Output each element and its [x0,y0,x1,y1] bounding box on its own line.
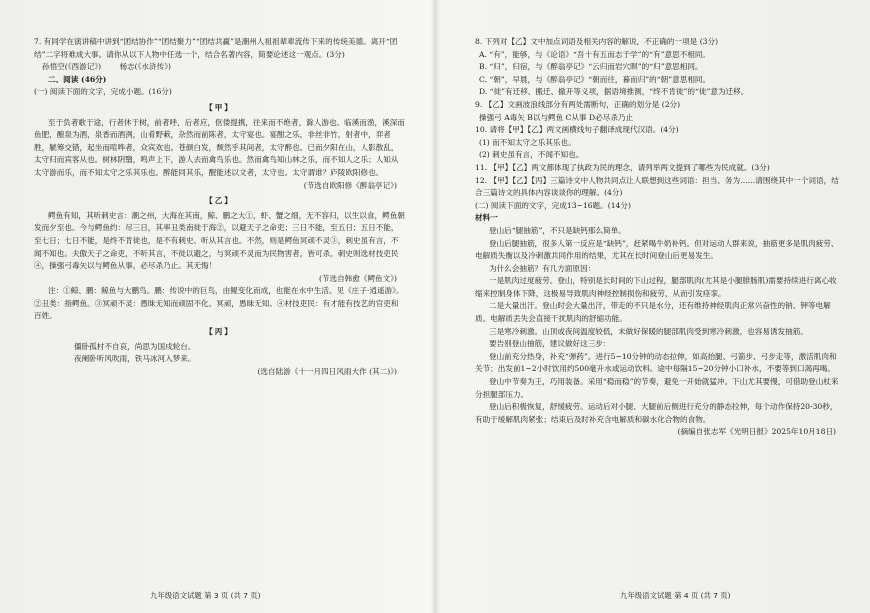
passage-yi-notes: 注：①鲸、鹏：鲸鱼与大鹏鸟。鹏：传说中的巨鸟，由鲲变化而成，也能在水中生活。见《庄子·逍遥游》。②丑类：指鳄鱼。③冥顽不灵：愚昧无知而顽固不化。冥顽，愚昧无知。④材技吏民：有才能有技艺的官吏和百姓。 [34,286,404,321]
material-1-title: 登山后“腿抽筋”，不只是缺钙那么简单。 [489,225,626,235]
material-1-paragraph: 登山后腿抽筋，很多人第一反应是“缺钙”，赶紧喝牛奶补钙。但对运动人群来说，抽筋更多是肌肉疲劳、电解质失衡以及冷刺激共同作用的结果，尤其在长时间登山后更易发生。 [475,238,839,261]
question-7-options: 孙悟空(《西游记》) 杨志(《水浒传》) [42,62,171,72]
passage-yi-text: 鳄鱼有知，其听刺史言：潮之州，大海在其南，鲸、鹏之大①，虾、蟹之细，无不容归，以生以食，鳄鱼朝发而夕至也。今与鳄鱼约：尽三日，其率丑类南徙于海②，以避天子之命吏；三日不能，至五日；五日不能，至七日；七日不能，是终不肯徙也，是不有刺史、听从其言也。不然，则是鳄鱼冥顽不灵③，刺史虽有言，不闻不知也。夫傲天子之命吏，不听其言，不徙以避之，与冥顽不灵而为民物害者，皆可杀。刺史则选材技吏民④，操强弓毒矢以与鳄鱼从事，必尽杀乃止。其无悔！ [34,210,405,271]
material-1-heading: 材料一 [475,213,498,223]
material-1-paragraph: 登山前充分热身，补充“弹药”。进行5~10分钟的动态拉伸，如高抬腿、弓箭步、弓步走等，激活肌肉和关节；出发前1~2小时饮用约500毫升水或运动饮料。途中每隔15~20分钟小口补水，不要等到口渴再喝。 [475,351,837,374]
material-1-paragraph: 三是寒冷刺激。山顶或夜间温度较低，未做好保暖的腿部肌肉受到寒冷刺激，也容易诱发抽筋。 [489,326,808,336]
page-3-content [34,36,405,378]
question-7: 7. 有同学在演讲稿中讲到“团结协作”“团结聚力”“团结共赢”是潮州人祖祖辈辈流传下来的传统美德。离开“团结”二字将难成大事。请你从以下人物中任选一个，结合名著内容，简要论述这一观点。(3分) [34,37,398,59]
material-1-paragraph: 为什么会抽筋？有几方面原因： [489,263,596,273]
question-8-option-c: C. “朝”，早晨，与《醉翁亭记》“朝而往，暮而归”的“朝”意思相同。 [479,74,711,84]
section-reading-title: 二、阅读 (46分) [48,74,107,84]
poem-line-1: 僵卧孤村不自哀，尚思为国戍轮台。 [74,341,196,351]
poem-line-2: 夜阑卧听风吹雨，铁马冰河入梦来。 [74,354,196,364]
material-1-paragraph: 登山中节奏为王，巧用装备。采用“稳而稳”的节奏，避免一开始就猛冲。下山尤其要慢，可借助登山杖来分担腿部压力。 [475,377,839,399]
question-8-option-b: B. “归”，归宿，与《醉翁亭记》“云归而岩穴暝”的“归”意思相同。 [479,62,703,72]
passage-yi-tag: 【乙】 [205,196,234,206]
reading-part-2-instruction: (二) 阅读下面的文字，完成13~16题。(14分) [475,200,631,210]
page-4-footer: 九年级语文试题 第 4 页 (共 7 页) [620,591,731,600]
question-8-option-d: D. “徙”有迁移、搬迁、撤开等义项，据语境推测，“终不肯徙”的“徙”意为迁移。 [479,87,749,97]
material-1-paragraph: 登山后积极恢复，舒缓疲劳。运动后对小腿、大腿前后侧进行充分的静态拉伸，每个动作保持20-30秒，有助于缓解肌肉紧张；结束后及时补充含电解质和碳水化合物的食物。 [475,402,838,424]
page-4-content [475,36,844,439]
passage-yi-source: (节选自韩愈《鳄鱼文》) [318,273,397,283]
passage-jia-text: 至于负者歌于途，行者休于树，前者呼，后者应，伛偻提携，往来而不绝者，滁人游也。临溪而渔，溪深而鱼肥，酿泉为酒，泉香而酒洌，山肴野蔌，杂然而前陈者，太守宴也。宴酣之乐，非丝非竹，射者中，弈者胜，觥筹交错，起坐而喧哗者，众宾欢也。苍颜白发，颓然乎其间者，太守醉也。已而夕阳在山，人影散乱，太守归而宾客从也。树林阴翳，鸣声上下，游人去而禽鸟乐也。然而禽鸟知山林之乐，而不知人之乐；人知从太守游而乐，而不知太守之乐其乐也。醉能同其乐，醒能述以文者，太守也。太守谓谁？庐陵欧阳修也。 [34,117,405,177]
passage-bing-tag: 【丙】 [205,327,234,337]
reading-part-1-instruction: (一) 阅读下面的文字，完成小题。(16分) [34,87,172,97]
material-1-source: (摘编自张志军《光明日报》2025年10月18日) [677,427,836,437]
question-8-option-a: A. “有”，能够，与《论语》“吾十有五而志于学”的“有”意思不相同。 [479,49,711,59]
question-9: 9. 【乙】文画波浪线部分有两处需断句，正确的划分是 (2分) [475,99,681,109]
passage-jia-tag: 【甲】 [205,102,234,112]
question-10-item-1: (1) 而不知太守之乐其乐也。 [479,137,576,147]
passage-bing-source: (选自陆游《十一月四日风雨大作 (其二)》) [257,366,397,376]
question-11: 11. 【甲】【乙】两文都体现了执政为民的理念，请列举两文提到了哪些为民成就。(3分) [475,162,770,172]
question-10: 10. 请将【甲】【乙】两文画横线句子翻译成现代汉语。(4分) [475,125,679,135]
page-3-footer: 九年级语文试题 第 3 页 (共 7 页) [150,591,261,600]
question-8: 8. 下列对【乙】文中加点词语及相关内容的解说，不正确的一项是 (3分) [475,37,719,46]
material-1-paragraph: 二是大量出汗。登山时会大量出汗，带走的不只是水分，还有维持神经肌肉正常兴奋性的钠、钾等电解质。电解质丢失会直接干扰肌肉的舒缩功能。 [475,301,831,324]
question-12: 12. 【甲】【乙】【丙】三篇诗文中人物共同点让人联想到这些词语：担当、务为……请围绕其中一个词语，结合三篇诗文的具体内容谈谈你的理解。(4分) [475,175,839,198]
material-1-paragraph: 要告别登山抽筋，建议做好这三步： [489,339,611,349]
question-10-item-2: (2) 刺史虽有言，不闻不知也。 [479,150,584,160]
passage-jia-source: (节选自欧阳修《醉翁亭记》) [303,180,397,190]
page-4 [435,0,870,613]
material-1-paragraph: 一是肌肉过度疲劳。登山，特别是长时间的下山过程，腿部肌肉(尤其是小腿腓肠肌)需要持续进行离心收缩来控制身体下降，这极易导致肌肉神经控制损伤和疲劳，从而引发痉挛。 [475,276,837,298]
question-9-options: 操强弓 A毒矢 B以与鳄鱼 C从事 D必尽杀乃止 [479,112,634,122]
